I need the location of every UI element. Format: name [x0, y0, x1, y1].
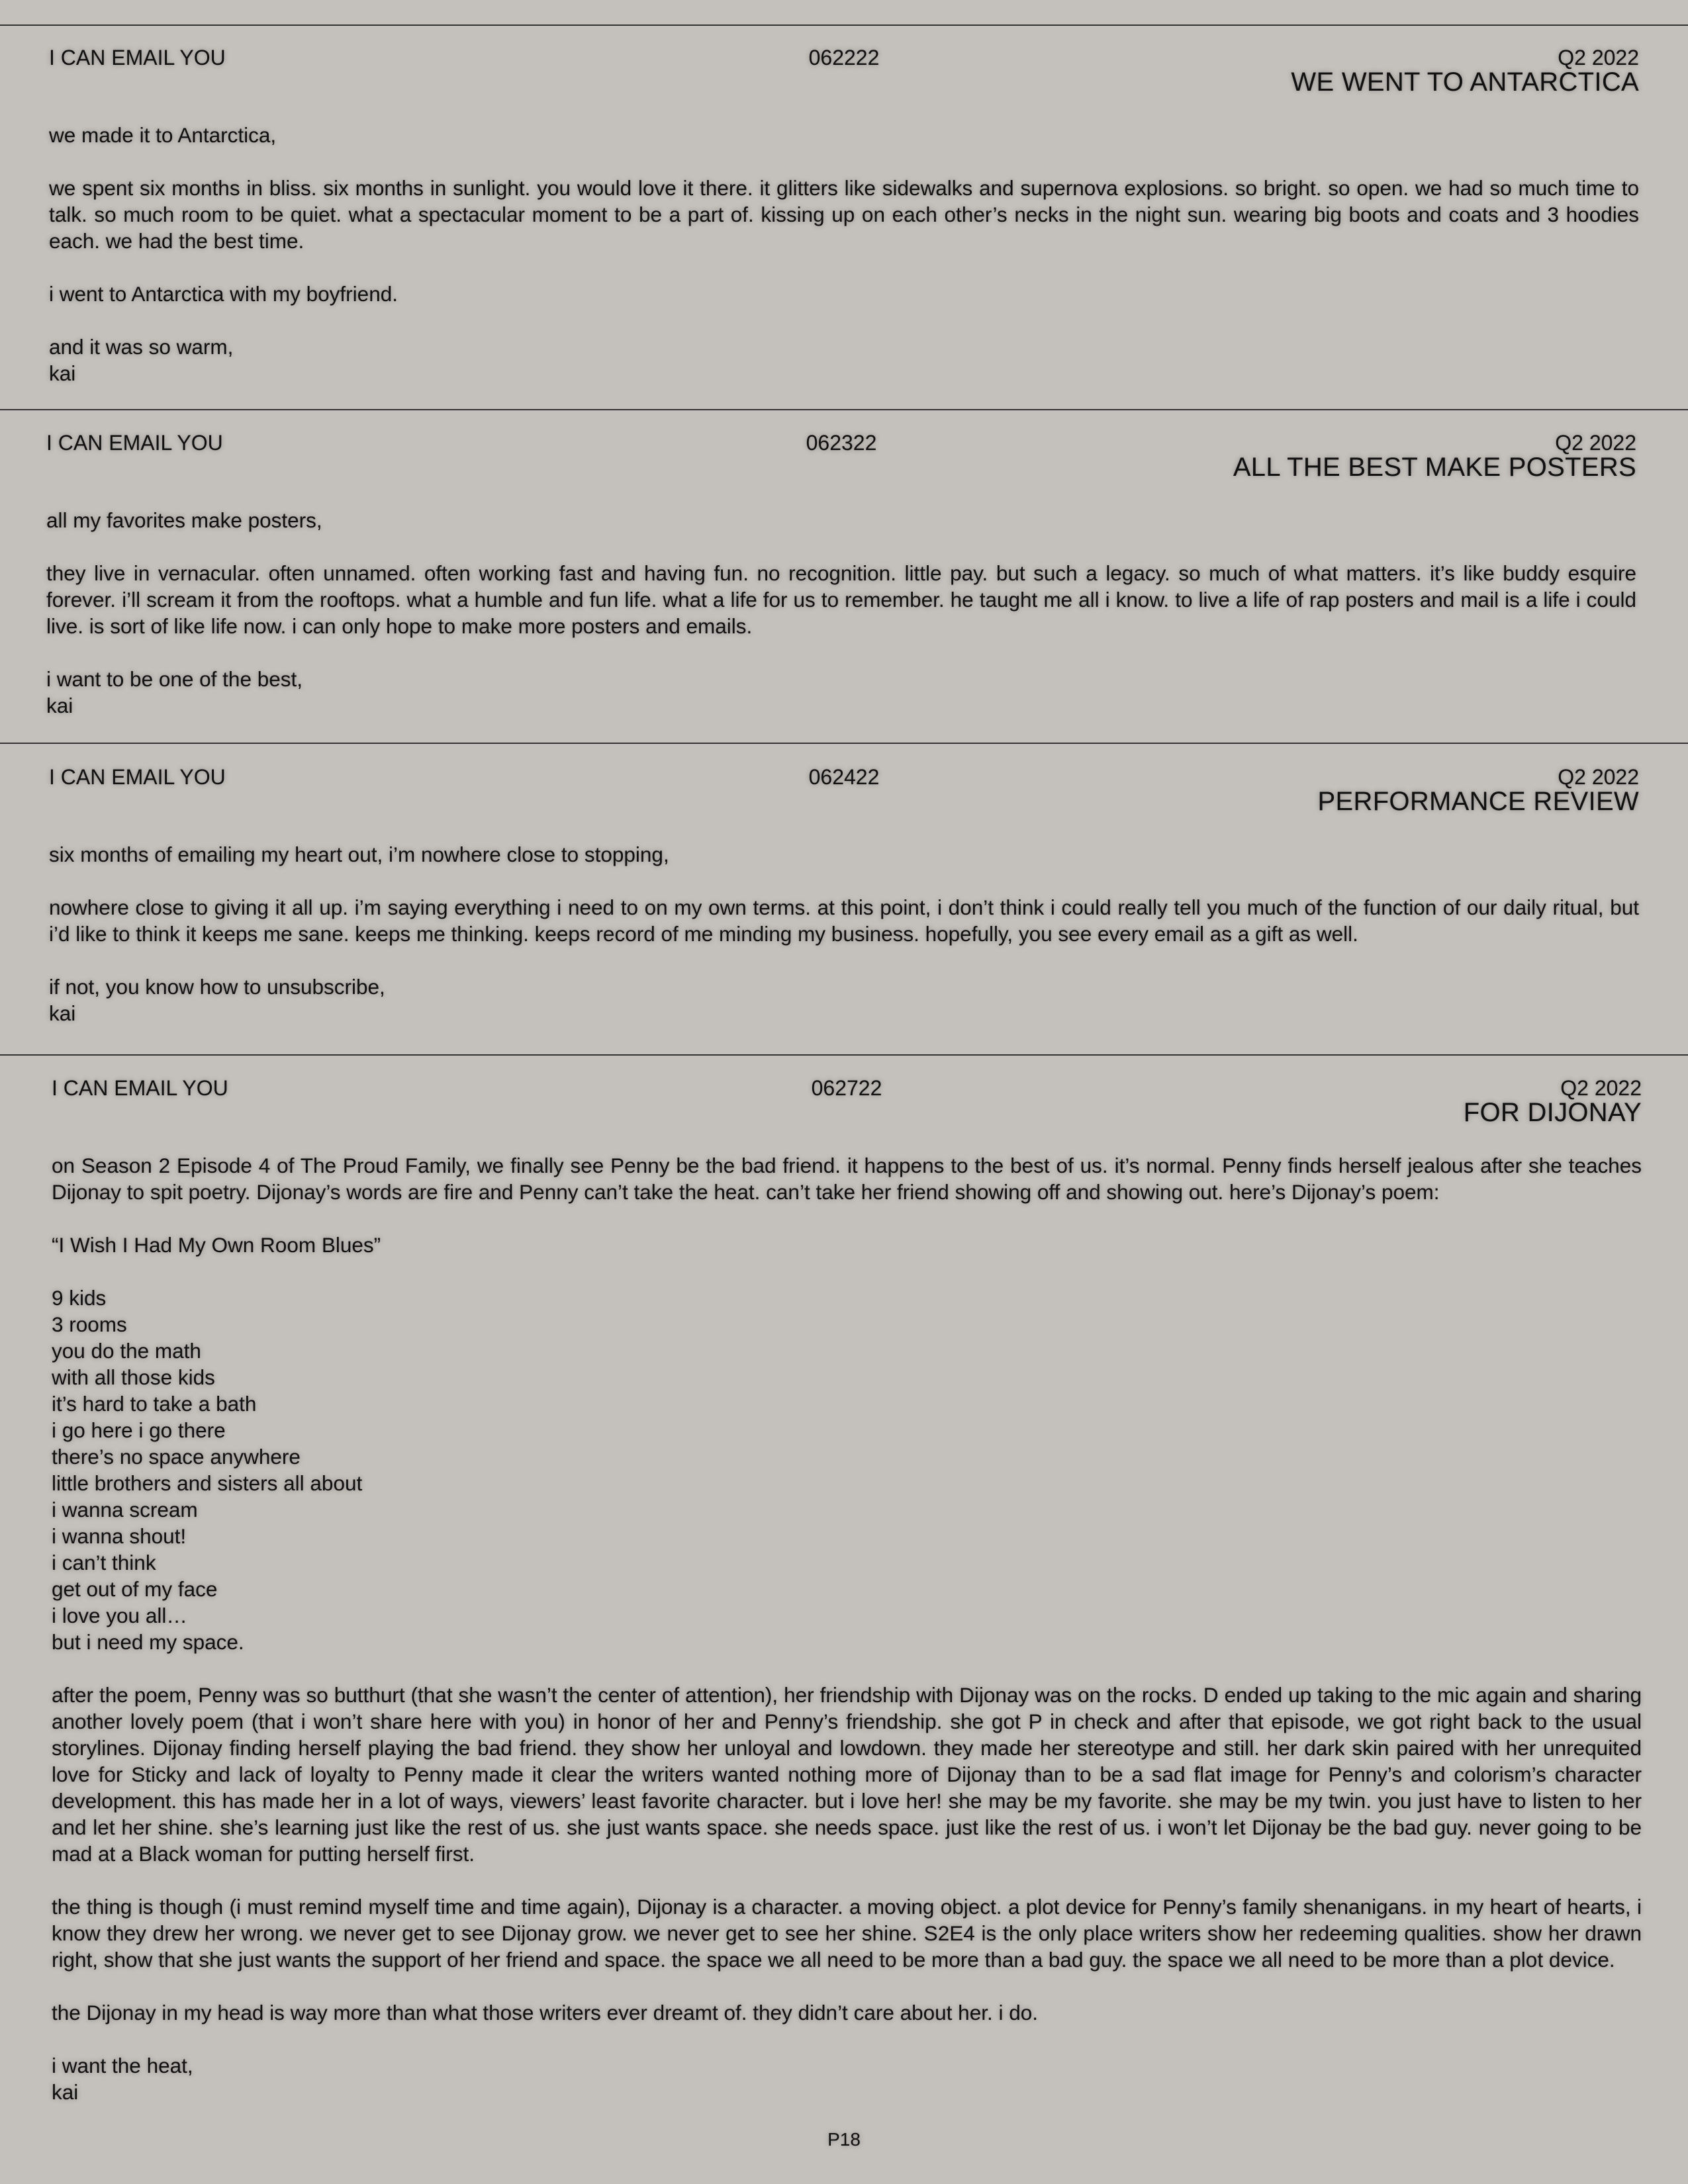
entry-date: 062722 — [811, 1076, 882, 1100]
entry-quarter: Q2 2022 — [1558, 765, 1639, 789]
paragraph: after the poem, Penny was so butthurt (that she wasn’t the center of attention), her friendship with Dijonay was on the rocks. D ended up taking to the mic again and sharing another lovely poem (that i won’t share here with you) in honor of her and Penny’s friendship. she got P in check and after that episode, we got right back to the usual storylines. Dijonay finding herself playing the bad friend. they show her unloyal and lowdown. they made her stereotype and still. her dark skin paired with her unrequited love for Sticky and lack of loyalty to Penny made it clear the writers wanted nothing more of Dijonay than to be a sad flat image for Penny’s and colorism’s character development. this has made her in a lot of ways, viewers’ least favorite character. but i love her! she may be my favorite. she may be my twin. you just have to listen to her and let her shine. she’s learning just like the rest of us. she just wants space. she needs space. just like the rest of us. i won’t let Dijonay be the bad guy. never going to be mad at a Black woman for putting herself first. — [52, 1683, 1642, 1866]
entry-body — [46, 507, 1636, 719]
series-name: I CAN EMAIL YOU — [49, 765, 226, 789]
entry-body — [49, 841, 1639, 1026]
paragraph: nowhere close to giving it all up. i’m saying everything i need to on my own terms. at this point, i don’t think i could really tell you much of the function of our daily ritual, but i’d like to think it keeps me sane. keeps me thinking. keeps record of me minding my business. hopefully, you see every email as a gift as well. — [49, 895, 1639, 946]
entry-body — [52, 1152, 1642, 2105]
greeting: we made it to Antarctica, — [49, 123, 277, 147]
signoff: i want to be one of the best, kai — [46, 667, 303, 717]
email-entry — [52, 1075, 1642, 2105]
email-entry — [49, 45, 1639, 387]
email-entry — [49, 764, 1639, 1026]
paragraph: i went to Antarctica with my boyfriend. — [49, 282, 398, 306]
entry-date: 062322 — [806, 431, 877, 455]
entry-title: ALL THE BEST MAKE POSTERS — [1233, 453, 1636, 482]
entry-title: WE WENT TO ANTARCTICA — [1291, 68, 1639, 97]
greeting: all my favorites make posters, — [46, 508, 322, 532]
entry-header — [52, 1075, 1642, 1136]
entry-title: PERFORMANCE REVIEW — [1317, 787, 1639, 816]
signoff: i want the heat, kai — [52, 2054, 193, 2104]
entry-quarter: Q2 2022 — [1560, 1076, 1642, 1100]
entry-title: FOR DIJONAY — [1463, 1098, 1642, 1127]
signoff: if not, you know how to unsubscribe, kai — [49, 975, 385, 1025]
paragraph: on Season 2 Episode 4 of The Proud Family, we finally see Penny be the bad friend. it happens to the best of us. it’s normal. Penny finds herself jealous after she teaches Dijonay to spit poetry. Dijonay’s words are fire and Penny can’t take the heat. can’t take her friend showing off and showing out. here’s Dijonay’s poem: — [52, 1154, 1642, 1204]
series-name: I CAN EMAIL YOU — [49, 46, 226, 69]
entry-body — [49, 122, 1639, 387]
entry-quarter: Q2 2022 — [1558, 46, 1639, 69]
paragraph: the thing is though (i must remind myself time and time again), Dijonay is a character. a moving object. a plot device for Penny’s family shenanigans. in my heart of hearts, i know they drew her wrong. we never get to see Dijonay grow. we never get to see her shine. S2E4 is the only place writers show her redeeming qualities. show her drawn right, show that she just wants the support of her friend and space. the space we all need to be more than a bad guy. the space we all need to be more than a plot device. — [52, 1895, 1642, 1972]
entry-quarter: Q2 2022 — [1555, 431, 1636, 455]
divider — [0, 24, 1688, 26]
divider — [0, 743, 1688, 744]
divider — [0, 1054, 1688, 1056]
page-number: P18 — [827, 2129, 861, 2150]
poem-title: “I Wish I Had My Own Room Blues” — [52, 1233, 381, 1257]
paragraph: they live in vernacular. often unnamed. often working fast and having fun. no recognition. little pay. but such a legacy. so much of what matters. it’s like buddy esquire forever. i’ll scream it from the rooftops. what a humble and fun life. what a life for us to remember. he taught me all i know. to live a life of rap posters and mail is a life i could live. is sort of like life now. i can only hope to make more posters and emails. — [46, 561, 1636, 638]
entry-date: 062422 — [808, 765, 880, 789]
entry-date: 062222 — [808, 46, 880, 69]
paragraph: we spent six months in bliss. six months in sunlight. you would love it there. it glitters like sidewalks and supernova explosions. so bright. so open. we had so much time to talk. so much room to be quiet. what a spectacular moment to be a part of. kissing up on each other’s necks in the night sun. wearing big boots and coats and 3 hoodies each. we had the best time. — [49, 176, 1639, 253]
divider — [0, 409, 1688, 410]
greeting: six months of emailing my heart out, i’m nowhere close to stopping, — [49, 842, 669, 866]
paragraph: the Dijonay in my head is way more than what those writers ever dreamt of. they didn’t care about her. i do. — [52, 2001, 1039, 2025]
entry-header — [46, 430, 1636, 491]
poem: 9 kids 3 rooms you do the math with all those kids it’s hard to take a bath i go here i go there there’s no space anywhere little brothers and sisters all about i wanna scream i wanna shout! i can’t think get out of my face i love you all… but i need my space. — [52, 1286, 363, 1654]
series-name: I CAN EMAIL YOU — [52, 1076, 228, 1100]
signoff: and it was so warm, kai — [49, 335, 234, 385]
entry-header — [49, 45, 1639, 106]
series-name: I CAN EMAIL YOU — [46, 431, 223, 455]
email-entry — [46, 430, 1636, 719]
entry-header — [49, 764, 1639, 825]
